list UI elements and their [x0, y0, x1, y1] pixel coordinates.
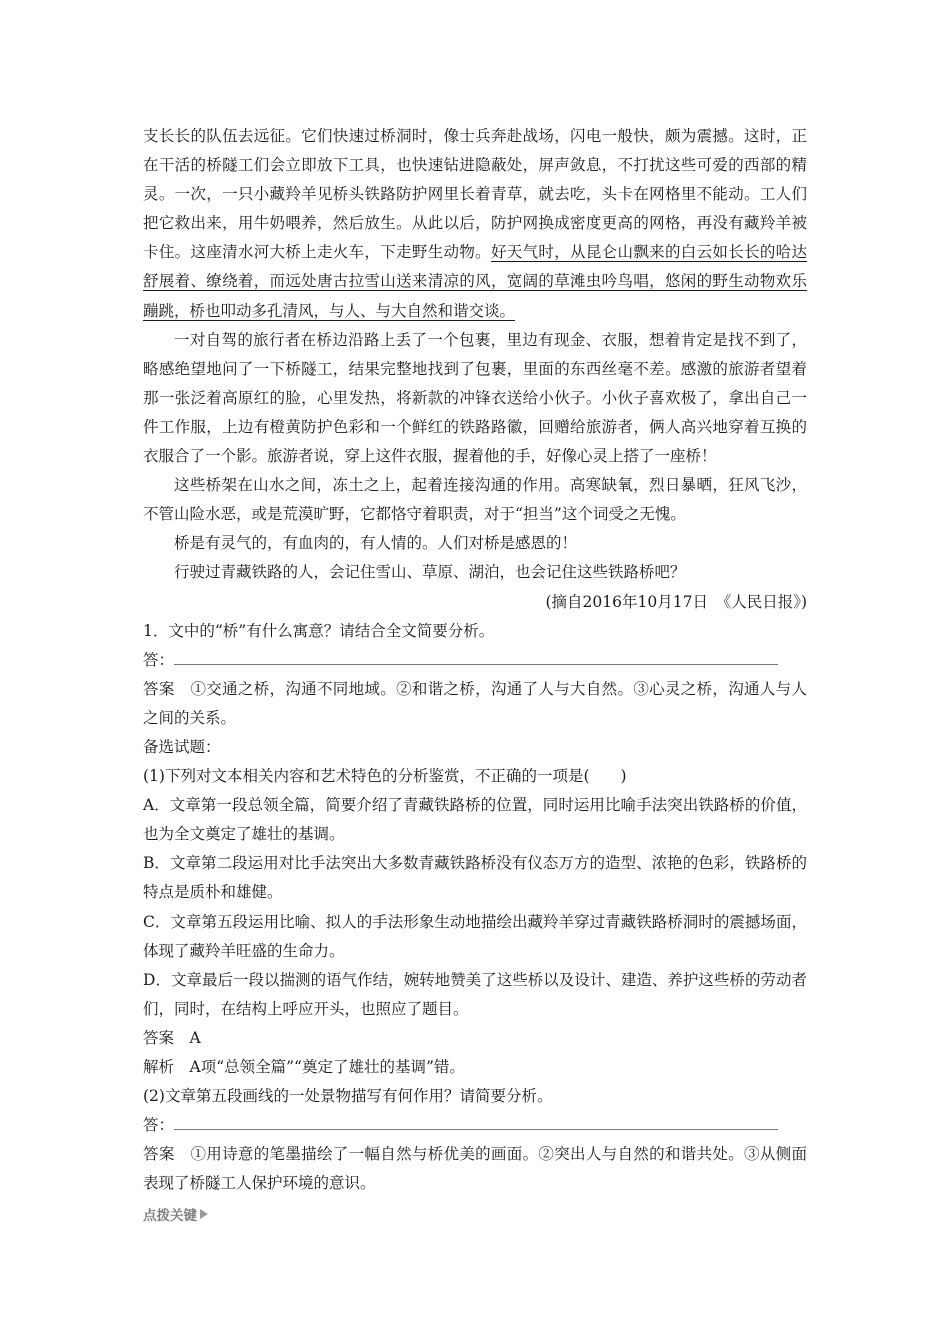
answer-1: 答案 ①交通之桥，沟通不同地域。②和谐之桥，沟通了人与大自然。③心灵之桥，沟通人与人之间的关系。 [143, 679, 807, 727]
key-point-label [143, 1204, 807, 1224]
article-paragraph-5: 行驶过青藏铁路的人，会记住雪山、草原、湖泊，也会记住这些铁路桥吧？ [174, 563, 686, 582]
question-1: 1．文中的“桥”有什么寓意？请结合全文简要分析。 [143, 621, 495, 640]
paragraph-text: 支长长的队伍去远征。它们快速过桥洞时，像士兵奔赴战场，闪电一般快，颇为震撼。这时，正在干活的桥隧工们会立即放下工具，也快速钻进隐蔽处，屏声敛息，不打扰这些可爱的西部的精灵。一次，一只小藏羚羊见桥头铁路防护网里长着青草，就去吃，头卡在网格里不能动。工人们把它救出来，用牛奶喂养，然后放生。从此以后，防护网换成密度更高的网格，再没有藏羚羊被卡住。这座清水河大桥上走火车，下走野生动物。 [143, 127, 807, 262]
alt-question-1: (1)下列对文本相关内容和艺术特色的分析鉴赏，不正确的一项是( ) [143, 767, 627, 786]
answer-line[interactable] [174, 1115, 778, 1130]
article-paragraph-1 [143, 122, 807, 326]
option-a: A．文章第一段总领全篇，简要介绍了青藏铁路桥的位置，同时运用比喻手法突出铁路桥的价值，也为全文奠定了雄壮的基调。 [143, 796, 807, 844]
option-d: D．文章最后一段以揣测的语气作结，婉转地赞美了这些桥以及设计、建造、养护这些桥的劳动者们，同时，在结构上呼应开头，也照应了题目。 [143, 970, 807, 1018]
article-paragraph-2: 一对自驾的旅行者在桥边沿路上丢了一个包裹，里边有现金、衣服，想着肯定是找不到了，略感绝望地问了一下桥隧工，结果完整地找到了包裹，里面的东西丝毫不差。感激的旅游者望着那一张泛着高原红的脸，心里发热，将新款的冲锋衣送给小伙子。小伙子喜欢极了，拿出自己一件工作服，上边有橙黄防护色彩和一个鲜红的铁路路徽，回赠给旅游者，俩人高兴地穿着互换的衣服合了一个影。旅游者说，穿上这件衣服，握着他的手，好像心灵上搭了一座桥！ [143, 330, 807, 466]
answer-blank-1 [143, 646, 807, 675]
answer-prefix: 答： [143, 1116, 175, 1135]
option-b: B．文章第二段运用对比手法突出大多数青藏铁路桥没有仪态万方的造型、浓艳的色彩，铁路桥的特点是质朴和雄健。 [143, 854, 807, 902]
answer-line[interactable] [174, 650, 778, 665]
alternate-heading: 备选试题： [143, 737, 221, 756]
alt-question-2: (2)文章第五段画线的一处景物描写有何作用？请简要分析。 [143, 1087, 553, 1106]
article-paragraph-3: 这些桥架在山水之间，冻土之上，起着连接沟通的作用。高寒缺氧，烈日暴晒，狂风飞沙，不管山险水恶，或是荒漠旷野，它都恪守着职责，对于“担当”这个词受之无愧。 [143, 476, 807, 524]
article-paragraph-4: 桥是有灵气的，有血肉的，有人情的。人们对桥是感恩的！ [174, 534, 578, 553]
key-point-text: 点拨关键 [143, 1208, 197, 1225]
alt-answer-2: 答案 ①用诗意的笔墨描绘了一幅自然与桥优美的画面。②突出人与自然的和谐共处。③从侧面表现了桥隧工人保护环境的意识。 [143, 1145, 807, 1193]
option-c: C．文章第五段运用比喻、拟人的手法形象生动地描绘出藏羚羊穿过青藏铁路桥洞时的震撼场面，体现了藏羚羊旺盛的生命力。 [143, 912, 807, 960]
alt-analysis-1: 解析 A项“总领全篇”“奠定了雄壮的基调”错。 [143, 1058, 465, 1076]
document-content [143, 122, 807, 1224]
underlined-scenery-sentence: 好天气时，从昆仑山飘来的白云如长长的哈达舒展着、缭绕着，而远处唐古拉雪山送来清凉的风，宽阔的草滩虫吟鸟唱，悠闲的野生动物欢乐蹦跳，桥也叩动多孔清风，与人、与大自然和谐交谈。 [143, 243, 807, 320]
article-source: (摘自2016年10月17日 《人民日报》) [545, 592, 807, 611]
alt-answer-1: 答案 A [143, 1028, 201, 1047]
triangle-right-icon [200, 1209, 208, 1219]
answer-prefix: 答： [143, 650, 175, 669]
answer-blank-2 [143, 1111, 807, 1140]
